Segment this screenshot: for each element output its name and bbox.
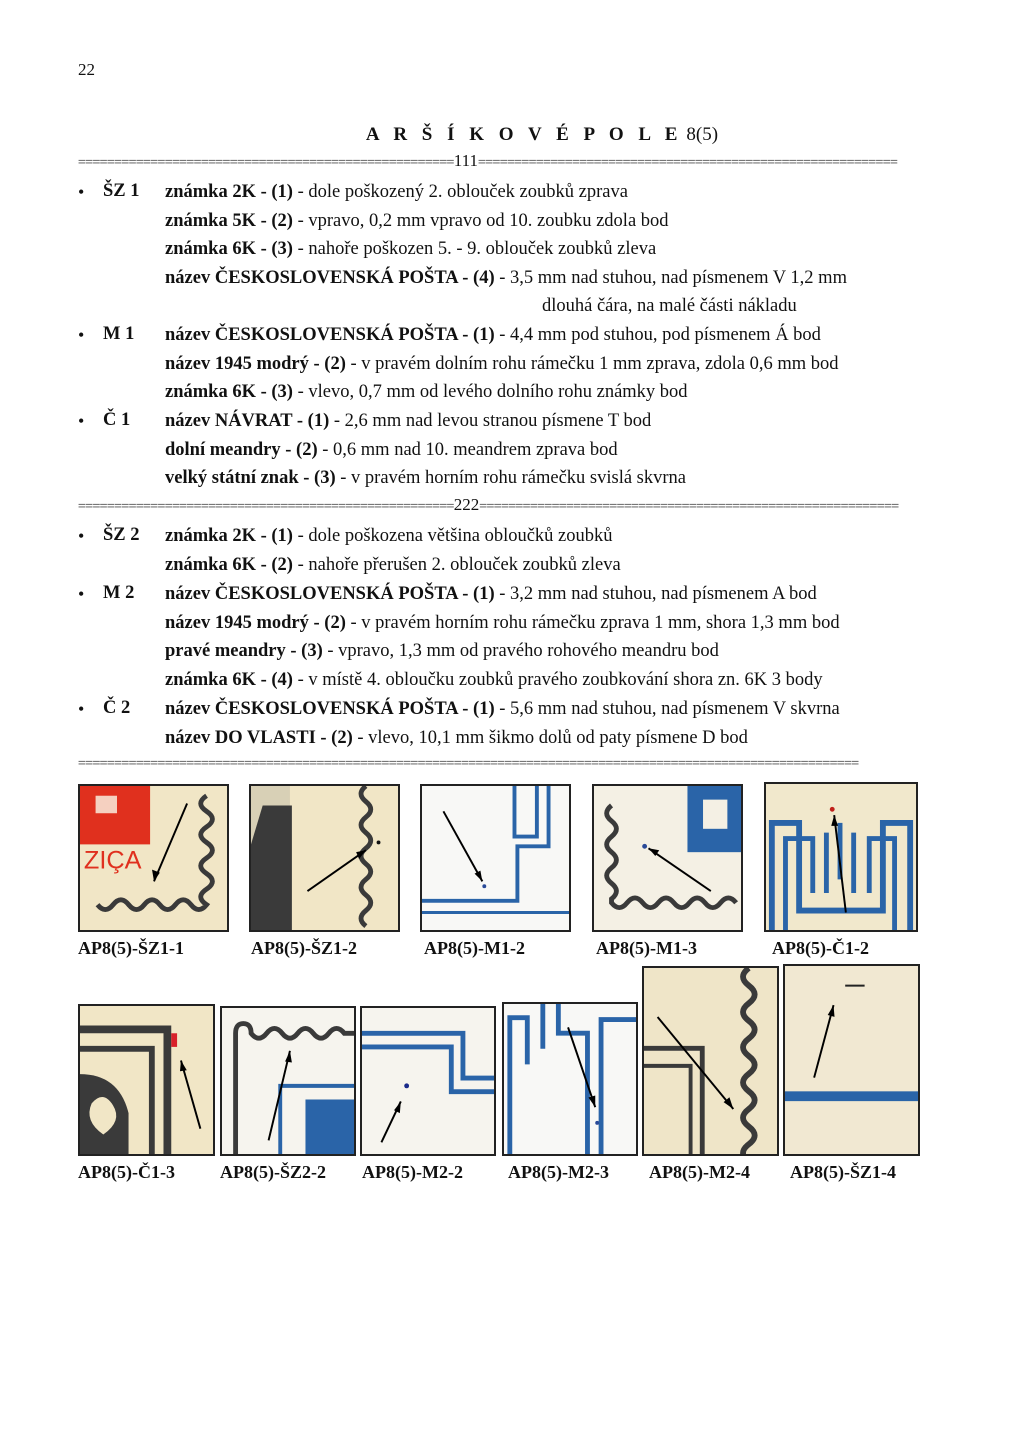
- perforation-side-graphic: [644, 968, 777, 1154]
- bullet-icon: •: [78, 584, 85, 604]
- stamp-text-fragment: ZIÇA: [83, 846, 142, 875]
- entry: [165, 583, 817, 605]
- frame-corner-graphic: [422, 786, 569, 930]
- entry: [165, 554, 621, 576]
- entry-text: - dole poškozena většina obloučků zoubků: [292, 526, 613, 546]
- entry-text: - vpravo, 1,3 mm od pravého rohového meandru bod: [322, 641, 719, 661]
- entry-label: název ČESKOSLOVENSKÁ POŠTA - (1): [165, 325, 495, 345]
- entry: [165, 238, 656, 260]
- entry-text: - nahoře poškozen 5. - 9. oblouček zoubků zleva: [292, 239, 657, 259]
- entry: [165, 640, 719, 662]
- separator-end: ============================================================================================================: [78, 756, 859, 771]
- entry-label: název ČESKOSLOVENSKÁ POŠTA - (1): [165, 699, 495, 719]
- entry-text: - v pravém horním rohu rámečku zprava 1 mm, shora 1,3 mm bod: [345, 613, 840, 633]
- entry-text: - vlevo, 10,1 mm šikmo dolů od paty písmene D bod: [352, 728, 748, 748]
- image-caption: AP8(5)-M1-2: [424, 938, 525, 958]
- bullet-icon: •: [78, 182, 85, 202]
- entry-text: - dole poškozený 2. oblouček zoubků zprava: [292, 182, 628, 202]
- bullet-icon: •: [78, 526, 85, 546]
- stamp-detail-image: [220, 1006, 356, 1156]
- image-caption: AP8(5)-ŠZ1-4: [790, 1162, 896, 1182]
- position-label: Č 1: [103, 410, 131, 430]
- bullet-icon: •: [78, 325, 85, 345]
- entry: [165, 467, 686, 489]
- entry-label: název NÁVRAT - (1): [165, 411, 330, 431]
- perforation-top-graphic: [222, 1008, 354, 1154]
- entry-text: - 0,6 mm nad 10. meandrem zprava bod: [317, 440, 618, 460]
- entry-label: dolní meandry - (2): [165, 440, 318, 460]
- image-caption: AP8(5)-M1-3: [596, 938, 697, 958]
- ribbon-line-graphic: [785, 966, 918, 1154]
- image-caption: AP8(5)-ŠZ2-2: [220, 1162, 326, 1182]
- meander-detail-graphic: [766, 784, 916, 930]
- stamp-detail-image: [642, 966, 779, 1156]
- entry-label: název DO VLASTI - (2): [165, 728, 353, 748]
- entry: [165, 612, 840, 634]
- entry: [165, 353, 839, 375]
- separator-label: 222: [453, 495, 480, 514]
- page-number: 22: [78, 60, 95, 79]
- bullet-icon: •: [78, 699, 85, 719]
- entry: [165, 727, 748, 749]
- entry-label: známka 2K - (1): [165, 526, 293, 546]
- entry-text: - vlevo, 0,7 mm od levého dolního rohu známky bod: [292, 382, 688, 402]
- stamp-detail-image: [764, 782, 918, 932]
- position-label: ŠZ 1: [103, 181, 140, 201]
- entry-label: známka 6K - (4): [165, 670, 293, 690]
- image-caption: AP8(5)-M2-4: [649, 1162, 750, 1182]
- entry: [165, 439, 618, 461]
- entry: [165, 525, 613, 547]
- stamp-detail-image: [78, 784, 229, 932]
- entry: [165, 210, 669, 232]
- stamp-detail-image: [502, 1002, 638, 1156]
- position-label: M 2: [103, 583, 135, 603]
- image-caption: AP8(5)-M2-3: [508, 1162, 609, 1182]
- image-caption: AP8(5)-ŠZ1-2: [251, 938, 357, 958]
- perforation-corner-graphic: [594, 786, 741, 930]
- image-caption: AP8(5)-Č1-2: [772, 938, 869, 958]
- entry-text: - 3,5 mm nad stuhou, nad písmenem V 1,2 mm: [494, 268, 847, 288]
- image-caption: AP8(5)-M2-2: [362, 1162, 463, 1182]
- bullet-icon: •: [78, 411, 85, 431]
- entry-label: velký státní znak - (3): [165, 468, 336, 488]
- stamp-detail-image: [592, 784, 743, 932]
- image-caption: AP8(5)-ŠZ1-1: [78, 938, 184, 958]
- stamp-detail-image: [78, 1004, 215, 1156]
- entry-label: název ČESKOSLOVENSKÁ POŠTA - (1): [165, 584, 495, 604]
- entry-text: - v místě 4. obloučku zoubků pravého zoubkování shora zn. 6K 3 body: [292, 670, 823, 690]
- entry-text: - 2,6 mm nad levou stranou písmene T bod: [329, 411, 652, 431]
- entry-label: název 1945 modrý - (2): [165, 613, 346, 633]
- entry-text: - 5,6 mm nad stuhou, nad písmenem V skvrna: [494, 699, 840, 719]
- entry: [165, 669, 823, 691]
- entry-label: pravé meandry - (3): [165, 641, 323, 661]
- position-label: M 1: [103, 324, 135, 344]
- entry-label: známka 6K - (3): [165, 239, 293, 259]
- entry: [165, 181, 628, 203]
- meander-corner-graphic: [504, 1004, 636, 1154]
- entry-text: - v pravém dolním rohu rámečku 1 mm zprava, zdola 0,6 mm bod: [345, 354, 839, 374]
- entry-label: známka 5K - (2): [165, 211, 293, 231]
- entry-continuation: dlouhá čára, na malé části nákladu: [542, 296, 797, 316]
- entry-label: název ČESKOSLOVENSKÁ POŠTA - (4): [165, 268, 495, 288]
- perforation-detail-graphic: [251, 786, 398, 930]
- stamp-detail-image: [360, 1006, 496, 1156]
- page-title: [0, 124, 1024, 146]
- entry-label: známka 6K - (2): [165, 555, 293, 575]
- stamp-detail-image: [783, 964, 920, 1156]
- entry: [165, 267, 847, 289]
- entry-text: - vpravo, 0,2 mm vpravo od 10. zoubku zdola bod: [292, 211, 669, 231]
- entry: [165, 410, 651, 432]
- stamp-detail-image: [249, 784, 400, 932]
- entry: [165, 698, 840, 720]
- entry-label: známka 2K - (1): [165, 182, 293, 202]
- entry-label: známka 6K - (3): [165, 382, 293, 402]
- entry-text: - nahoře přerušen 2. oblouček zoubků zleva: [292, 555, 621, 575]
- position-label: ŠZ 2: [103, 525, 140, 545]
- entry: [165, 381, 688, 403]
- entry-text: - 4,4 mm pod stuhou, pod písmenem Á bod: [494, 325, 821, 345]
- separator-label: 111: [453, 151, 479, 170]
- frame-corner-graphic: [362, 1008, 494, 1154]
- entry-text: - 3,2 mm nad stuhou, nad písmenem A bod: [494, 584, 817, 604]
- title-main: A R Š Í K O V É P O L E: [365, 124, 683, 145]
- separator-111: ====================================================111==========================================================: [78, 151, 898, 170]
- image-caption: AP8(5)-Č1-3: [78, 1162, 175, 1182]
- entry-text: - v pravém horním rohu rámečku svislá skvrna: [335, 468, 687, 488]
- position-label: Č 2: [103, 698, 131, 718]
- title-number: 8(5): [686, 124, 719, 145]
- entry-label: název 1945 modrý - (2): [165, 354, 346, 374]
- perforation-detail-graphic: [80, 786, 227, 930]
- stamp-detail-image: [420, 784, 571, 932]
- separator-222: ====================================================222==========================================================: [78, 495, 899, 514]
- entry: [165, 324, 821, 346]
- emblem-corner-graphic: [80, 1006, 213, 1154]
